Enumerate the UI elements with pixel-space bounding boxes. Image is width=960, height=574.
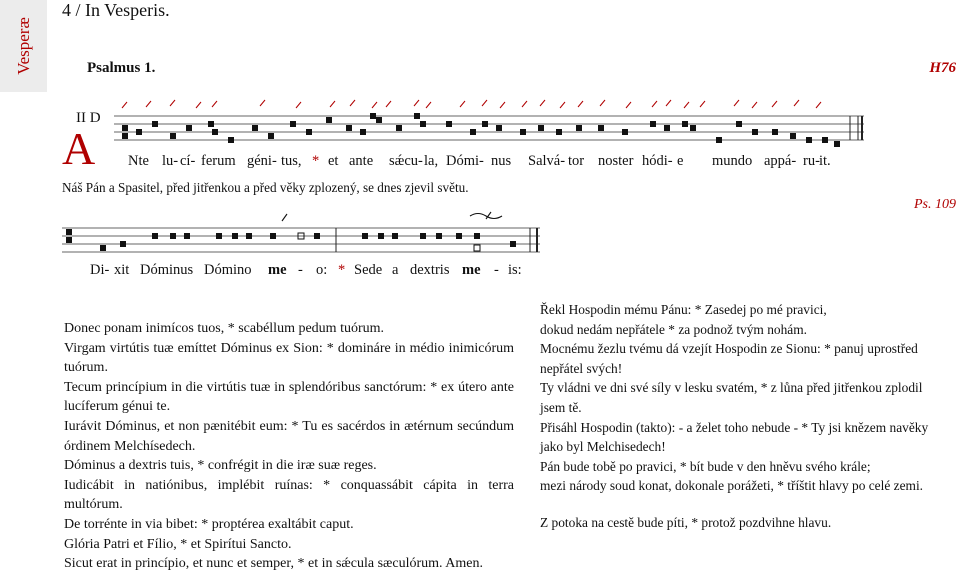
episema-mark: [700, 101, 705, 107]
episema-mark: [540, 100, 545, 106]
neume-note: [456, 233, 462, 239]
czech-verse: dokud nedám nepřátele * za podnož tvým nohám.: [540, 321, 807, 337]
neume-note: [682, 121, 688, 127]
neume-note: [396, 125, 402, 131]
tone-syllable: Di-: [90, 262, 110, 278]
tone-accents: [282, 212, 502, 221]
antiphon-initial: A: [62, 123, 96, 174]
tone-bars: [336, 228, 537, 252]
antiphon-syllable: ante: [349, 153, 374, 169]
episema-mark: [146, 101, 151, 107]
episema-mark: [414, 100, 419, 106]
antiphon-syllable: la,: [424, 153, 439, 169]
episema-mark: [500, 102, 505, 108]
latin-verse: De torrénte in via bibet: * proptérea exaltábit caput.: [64, 516, 354, 532]
neume-note: [252, 125, 258, 131]
neume-note: [216, 233, 222, 239]
tone-syllable: dextris: [410, 262, 450, 278]
neume-note: [122, 133, 128, 139]
antiphon-translation: Náš Pán a Spasitel, před jitřenkou a před věky zplozený, se dnes zjevil světu.: [62, 180, 469, 195]
antiphon-syllable: ru-: [803, 153, 820, 169]
antiphon-syllable: noster: [598, 153, 634, 169]
neume-note: [100, 245, 106, 251]
antiphon-syllable: et: [328, 153, 339, 169]
tone-syllable: Dóminus: [140, 262, 194, 278]
episema-mark: [794, 100, 799, 106]
neume-note: [212, 129, 218, 135]
neume-note: [314, 233, 320, 239]
antiphon-syllable: Salvá-: [528, 153, 566, 169]
psalm-code: Ps. 109: [914, 197, 956, 212]
mode-label: II D: [76, 110, 101, 126]
neume-note: [822, 137, 828, 143]
episema-mark: [684, 102, 689, 108]
neume-note: [834, 141, 840, 147]
episema-mark: [386, 101, 391, 107]
neume-note: [772, 129, 778, 135]
episema-mark: [578, 101, 583, 107]
antiphon-syllable: appá-: [764, 153, 797, 169]
tone-syllable: Sede: [354, 262, 383, 278]
neume-note: [378, 233, 384, 239]
neume-note: [752, 129, 758, 135]
neume-note: [170, 233, 176, 239]
neume-note: [362, 233, 368, 239]
episema-mark: [170, 100, 175, 106]
episema-mark: [296, 102, 301, 108]
antiphon-syllable: Nte: [128, 153, 149, 169]
neume-note: [290, 121, 296, 127]
neume-note: [482, 121, 488, 127]
verse-gap: [540, 496, 950, 513]
neume-note: [136, 129, 142, 135]
tone-syllable: -: [298, 262, 303, 278]
episema-mark: [122, 102, 127, 108]
czech-verse: mezi národy soud konat, dokonale porážeti, * tříštit hlavy po celé zemi.: [540, 478, 924, 494]
episema-mark: [626, 102, 631, 108]
neume-note: [170, 133, 176, 139]
antiphon-syllable: e: [677, 153, 684, 169]
antiphon-end-bars: [850, 116, 862, 140]
antiphon-syllable: lu-: [162, 153, 179, 169]
tone-syllable: Dómino: [204, 262, 252, 278]
neume-note: [306, 129, 312, 135]
episema-mark: [372, 102, 377, 108]
episema-mark: [652, 101, 657, 107]
neume-note: [520, 129, 526, 135]
tone-syllable: xit: [114, 262, 130, 278]
tone-asterisk: *: [338, 262, 346, 278]
neume-note: [736, 121, 742, 127]
episema-mark: [460, 101, 465, 107]
tone-syllable: -: [494, 262, 499, 278]
latin-verse: Donec ponam inimícos tuos, * scabéllum pedum tuórum.: [64, 321, 385, 336]
antiphon-syllable: géni-: [247, 153, 277, 169]
neume-note: [650, 121, 656, 127]
neume-note: [208, 121, 214, 127]
latin-verses: [64, 319, 514, 574]
latin-verse: Virgam virtútis tuæ emíttet Dóminus ex Sion: * domináre in médio inimicórum tuórum.: [64, 340, 514, 376]
episema-mark: [196, 102, 201, 108]
neume-note: [436, 233, 442, 239]
neume-note: [184, 233, 190, 239]
tone-syllable-accent: me: [268, 262, 287, 278]
neume-note: [376, 117, 382, 123]
antiphon-syllable: it.: [819, 153, 831, 169]
neume-note: [664, 125, 670, 131]
tone-neumes: [66, 229, 516, 251]
czech-verse: Pán bude tobě po pravici, * bít bude v den hněvu svého krále;: [540, 458, 871, 474]
latin-verse: Sicut erat in princípio, et nunc et semper, * et in sǽcula sæculórum. Amen.: [64, 556, 483, 572]
neume-note: [186, 125, 192, 131]
episema-mark: [350, 100, 355, 106]
episema-mark: [816, 102, 821, 108]
neume-note: [346, 125, 352, 131]
neume-note: [598, 125, 604, 131]
neume-note: [474, 233, 480, 239]
episema-mark: [560, 102, 565, 108]
antiphon-syllable: sǽcu-: [389, 153, 423, 169]
neume-note: [152, 121, 158, 127]
neume-note: [420, 233, 426, 239]
tone-staff-lines: [62, 228, 540, 252]
latin-verse: Iurávit Dóminus, et non pænitébit eum: * Tu es sacérdos in ætérnum secúndum órdinem Melchísedech.: [64, 418, 514, 454]
antiphon-syllable: ferum: [201, 153, 236, 169]
czech-verse: Přisáhl Hospodin (takto): - a želet toho nebude - * Ty jsi knězem navěky jako byl Melchisedech!: [540, 419, 929, 455]
neume-note: [268, 133, 274, 139]
neume-note: [326, 117, 332, 123]
antiphon-asterisk: *: [312, 153, 320, 169]
neume-note: [66, 237, 72, 243]
side-tab-label: Vesperæ: [13, 17, 33, 75]
neume-note: [806, 137, 812, 143]
neume-note: [690, 125, 696, 131]
tone-syllable: is:: [508, 262, 522, 278]
neume-note: [446, 121, 452, 127]
episema-mark: [600, 100, 605, 106]
antiphon-syllable: tus,: [281, 153, 302, 169]
czech-verse: Řekl Hospodin mému Pánu: * Zasedej po mé pravici,: [540, 302, 827, 317]
psalm-title: Psalmus 1.: [87, 60, 156, 76]
neume-note: [420, 121, 426, 127]
neume-note: [496, 125, 502, 131]
neume-note: [360, 129, 366, 135]
antiphon-episemata: [122, 100, 821, 108]
hymn-code: H76: [929, 60, 956, 76]
episema-mark: [212, 101, 217, 107]
antiphon-syllable: hódi-: [642, 153, 673, 169]
neume-note: [152, 233, 158, 239]
neume-note: [576, 125, 582, 131]
episema-mark: [752, 102, 757, 108]
tone-syllable: o:: [316, 262, 328, 278]
neume-note: [622, 129, 628, 135]
page-header: 4 / In Vesperis.: [62, 0, 170, 20]
neume-note: [556, 129, 562, 135]
neume-note: [246, 233, 252, 239]
antiphon-syllable: cí-: [180, 153, 196, 169]
episema-mark: [260, 100, 265, 106]
neume-note: [470, 129, 476, 135]
episema-mark: [426, 102, 431, 108]
antiphon-staff-lines: [114, 116, 864, 140]
neume-note: [120, 241, 126, 247]
episema-mark: [330, 101, 335, 107]
neume-note: [370, 113, 376, 119]
neume-note: [538, 125, 544, 131]
latin-verse: Tecum princípium in die virtútis tuæ in splendóribus sanctórum: * ex útero ante lucíferum génui te.: [64, 379, 514, 415]
latin-verse: Dóminus a dextris tuis, * confrégit in die iræ suæ reges.: [64, 458, 377, 474]
episema-mark: [522, 101, 527, 107]
antiphon-syllable: mundo: [712, 153, 753, 169]
episema-mark: [666, 100, 671, 106]
latin-verse: Glória Patri et Fílio, * et Spirítui Sancto.: [64, 536, 292, 552]
czech-verse: Ty vládni ve dni své síly v lesku svatém, * z lůna před jitřenkou zplodil jsem tě.: [540, 380, 923, 415]
neume-note: [228, 137, 234, 143]
neume-note: [232, 233, 238, 239]
antiphon-syllable: tor: [568, 153, 585, 169]
czech-verses: [540, 300, 950, 533]
neume-note: [510, 241, 516, 247]
czech-verse: Mocnému žezlu tvému dá vzejít Hospodin ze Sionu: * panuj uprostřed nepřátel svých!: [540, 341, 918, 376]
neume-note: [790, 133, 796, 139]
latin-verse: Iudicábit in natiónibus, implébit ruínas: * conquassábit cápita in terra multórum.: [64, 477, 514, 513]
antiphon-syllable: Dómi-: [446, 153, 484, 169]
hollow-note: [474, 245, 480, 251]
tone-syllable: a: [392, 262, 399, 278]
episema-mark: [772, 101, 777, 107]
neume-note: [270, 233, 276, 239]
neume-note: [392, 233, 398, 239]
czech-verse: Z potoka na cestě bude píti, * protož pozdvihne hlavu.: [540, 514, 832, 530]
neume-note: [66, 229, 72, 235]
antiphon-syllable: nus: [491, 153, 512, 169]
episema-mark: [734, 100, 739, 106]
neume-note: [414, 113, 420, 119]
antiphon-neumes: [122, 113, 840, 147]
neume-note: [716, 137, 722, 143]
tone-syllable-accent: me: [462, 262, 481, 278]
episema-mark: [482, 100, 487, 106]
neume-note: [122, 125, 128, 131]
